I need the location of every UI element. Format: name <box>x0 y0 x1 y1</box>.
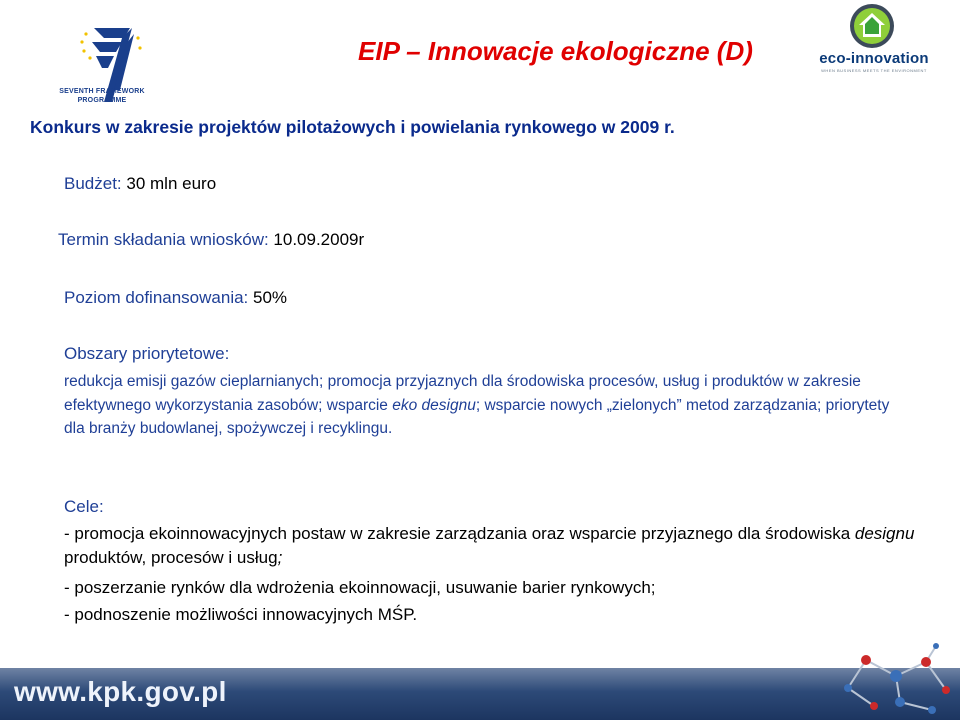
priority-areas-text <box>64 370 904 441</box>
eco-innovation-tagline: WHEN BUSINESS MEETS THE ENVIRONMENT <box>821 68 927 73</box>
priority-areas-italic: eko designu <box>392 396 476 414</box>
priority-areas-text-part: ; wsparcie nowych „zielonych” metod zarządzania; priorytety dla branży budowlanej, spożywczej i recyklingu. <box>64 396 890 437</box>
fp7-logo-text: PROGRAMME <box>77 97 127 104</box>
goal-italic: ; <box>277 548 283 567</box>
goal-item <box>64 522 924 570</box>
deadline-value: 10.09.2009r <box>273 230 365 249</box>
goals-heading: Cele: <box>64 497 104 516</box>
deadline-label: Termin składania wniosków: <box>58 230 274 249</box>
deadline-line <box>58 230 364 250</box>
footer-url-link[interactable]: www.kpk.gov.pl <box>14 676 227 707</box>
page-title: EIP – Innowacje ekologiczne (D) <box>358 36 753 66</box>
goal-item: - podnoszenie możliwości innowacyjnych MŚP. <box>64 605 418 624</box>
fp7-logo-text: SEVENTH FRAMEWORK <box>59 88 145 95</box>
priority-areas-text-part: redukcja emisji gazów cieplarnianych; promocja przyjaznych dla środowiska procesów, usług i produktów w zakresie efektywnego wykorzystania zasobów; wsparcie <box>64 373 861 414</box>
goal-italic: designu <box>854 524 915 543</box>
goal-text: produktów, procesów i usług <box>64 548 278 567</box>
cofunding-value: 50% <box>253 288 288 307</box>
eco-innovation-house-icon <box>848 2 896 50</box>
eco-innovation-logo-text: eco-innovation <box>819 50 929 67</box>
cofunding-label: Poziom dofinansowania: <box>64 288 254 307</box>
goal-item: - poszerzanie rynków dla wdrożenia ekoinnowacji, usuwanie barier rynkowych; <box>64 578 656 597</box>
contest-subtitle: Konkurs w zakresie projektów pilotażowych i powielania rynkowego w 2009 r. <box>30 117 675 137</box>
molecule-network-icon <box>826 640 960 720</box>
priority-areas-heading: Obszary priorytetowe: <box>64 344 230 363</box>
budget-value: 30 mln euro <box>121 174 217 193</box>
budget-line <box>64 174 216 194</box>
goal-text: - promocja ekoinnowacyjnych postaw w zakresie zarządzania oraz wsparcie przyjaznego dla środowiska <box>64 524 855 543</box>
cofunding-line <box>64 288 287 308</box>
budget-label: Budżet: <box>64 174 122 193</box>
